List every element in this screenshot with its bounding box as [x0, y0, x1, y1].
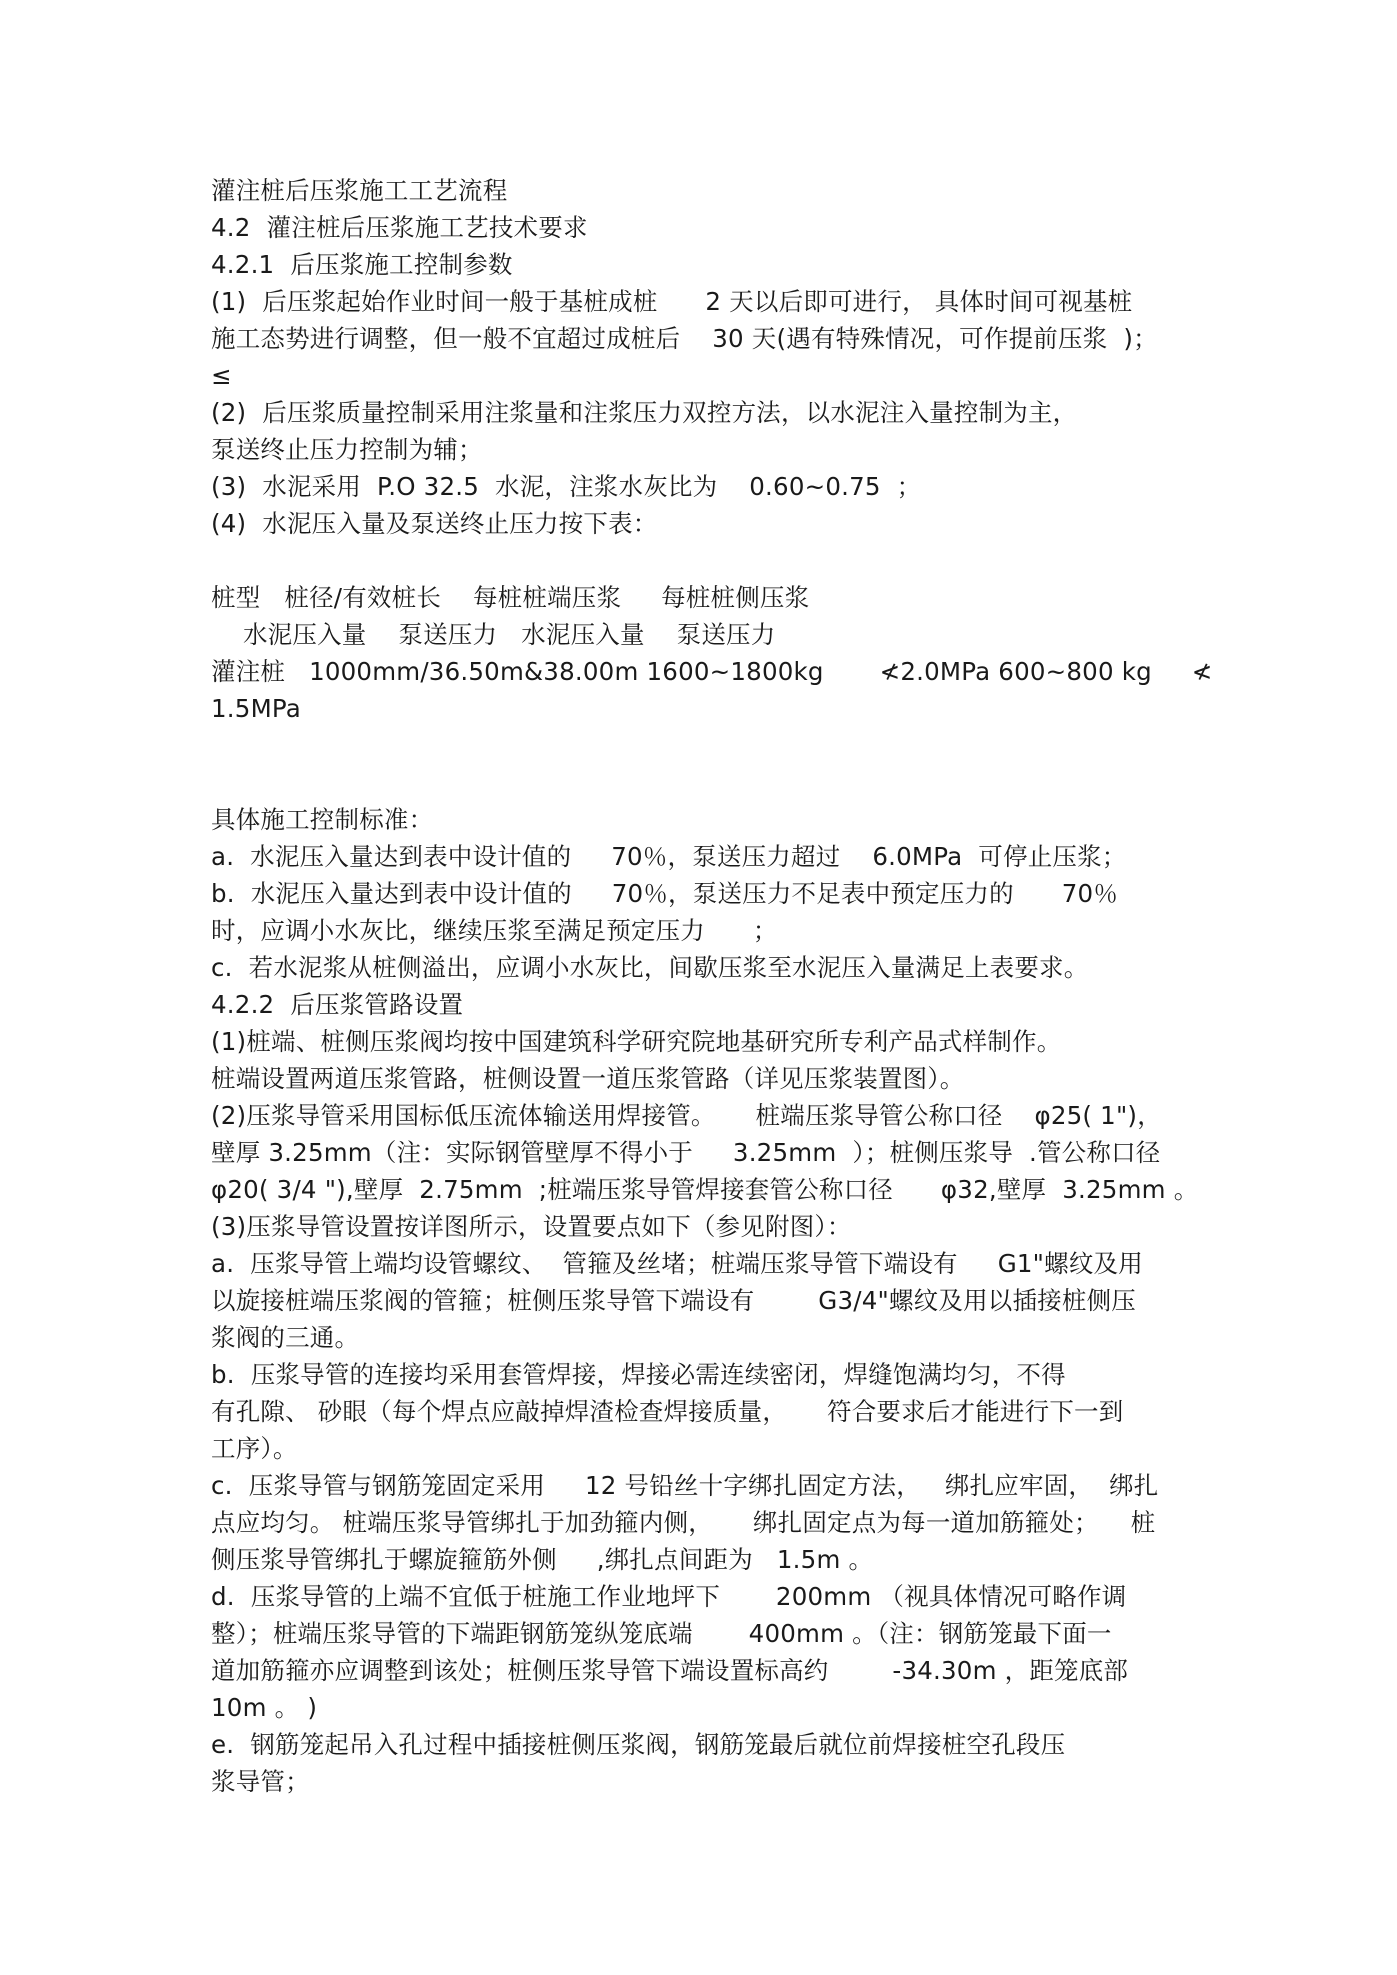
text-line: a. 压浆导管上端均设管螺纹、 管箍及丝堵；桩端压浆导管下端设有 G1"螺纹及用 [211, 1249, 1143, 1278]
text-line: 道加筋箍亦应调整到该处；桩侧压浆导管下端设置标高约 -34.30m ，距笼底部 [211, 1656, 1129, 1685]
text-line: d. 压浆导管的上端不宜低于桩施工作业地坪下 200mm （视具体情况可略作调 [211, 1582, 1127, 1611]
text-line: 壁厚 3.25mm（注：实际钢管壁厚不得小于 3.25mm ）；桩侧压浆导 .管公称口径 [211, 1138, 1161, 1167]
text-line: (4) 水泥压入量及泵送终止压力按下表： [211, 509, 658, 538]
text-line: 4.2 灌注桩后压浆施工艺技术要求 [211, 213, 588, 242]
text-line: c. 若水泥浆从桩侧溢出，应调小水灰比，间歇压浆至水泥压入量满足上表要求。 [211, 953, 1089, 982]
text-line: φ20( 3/4 "),壁厚 2.75mm ;桩端压浆导管焊接套管公称口径 φ32,壁厚 3.25mm 。 [211, 1175, 1199, 1204]
text-line: 工序）。 [211, 1434, 298, 1463]
text-line: 施工态势进行调整，但一般不宜超过成桩后 30 天(遇有特殊情况，可作提前压浆 )； [211, 324, 1158, 353]
text-line: 具体施工控制标准： [211, 805, 434, 834]
text-line: 灌注桩 1000mm/36.50m&38.00m 1600~1800kg ≮2.0MPa 600~800 kg ≮ [211, 657, 1213, 686]
text-line: (2)压浆导管采用国标低压流体输送用焊接管。 桩端压浆导管公称口径 φ25( 1")， [211, 1101, 1162, 1130]
text-line: 4.2.1 后压浆施工控制参数 [211, 250, 513, 279]
text-line: 有孔隙、 砂眼（每个焊点应敲掉焊渣检查焊接质量， 符合要求后才能进行下一到 [211, 1397, 1124, 1426]
text-line: (3) 水泥采用 P.O 32.5 水泥，注浆水灰比为 0.60~0.75 ； [211, 472, 922, 501]
text-line: 桩型 桩径/有效桩长 每桩桩端压浆 每桩桩侧压浆 [211, 583, 810, 612]
text-line: 点应均匀。 桩端压浆导管绑扎于加劲箍内侧， 绑扎固定点为每一道加筋箍处； 桩 [211, 1508, 1156, 1537]
text-line: 侧压浆导管绑扎于螺旋箍筋外侧 ,绑扎点间距为 1.5m 。 [211, 1545, 874, 1574]
text-line: 以旋接桩端压浆阀的管箍；桩侧压浆导管下端设有 G3/4"螺纹及用以插接桩侧压 [211, 1286, 1136, 1315]
text-line: 桩端设置两道压浆管路，桩侧设置一道压浆管路（详见压浆装置图）。 [211, 1064, 965, 1093]
text-line: 灌注桩后压浆施工工艺流程 [211, 176, 508, 205]
text-line: b. 压浆导管的连接均采用套管焊接，焊接必需连续密闭，焊缝饱满均匀，不得 [211, 1360, 1066, 1389]
text-line: 4.2.2 后压浆管路设置 [211, 990, 464, 1019]
text-line: 10m 。 ) [211, 1693, 318, 1722]
paragraph-gap [211, 727, 1211, 801]
text-line: c. 压浆导管与钢筋笼固定采用 12 号铅丝十字绑扎固定方法， 绑扎应牢固， 绑扎 [211, 1471, 1159, 1500]
text-line: (1) 后压浆起始作业时间一般于基桩成桩 2 天以后即可进行， 具体时间可视基桩 [211, 287, 1133, 316]
text-line: e. 钢筋笼起吊入孔过程中插接桩侧压浆阀，钢筋笼最后就位前焊接桩空孔段压 [211, 1730, 1066, 1759]
text-line: 整）；桩端压浆导管的下端距钢筋笼纵笼底端 400mm 。（注：钢筋笼最下面一 [211, 1619, 1112, 1648]
text-line: (2) 后压浆质量控制采用注浆量和注浆压力双控方法，以水泥注入量控制为主， [211, 398, 1078, 427]
text-line: 浆阀的三通。 [211, 1323, 360, 1352]
text-line: 浆导管； [211, 1767, 310, 1796]
text-line: (1)桩端、桩侧压浆阀均按中国建筑科学研究院地基研究所专利产品式样制作。 [211, 1027, 1062, 1056]
text-line: a. 水泥压入量达到表中设计值的 70％，泵送压力超过 6.0MPa 可停止压浆； [211, 842, 1127, 871]
text-line: ≤ [211, 361, 232, 390]
text-line: 泵送终止压力控制为辅； [211, 435, 483, 464]
text-line: b. 水泥压入量达到表中设计值的 70％，泵送压力不足表中预定压力的 70％ [211, 879, 1119, 908]
text-line: 水泥压入量 泵送压力 水泥压入量 泵送压力 [211, 620, 776, 649]
text-line: 时，应调小水灰比，继续压浆至满足预定压力 ； [211, 916, 778, 945]
document-page [211, 172, 1211, 1800]
paragraph-gap [211, 542, 1211, 579]
text-line: (3)压浆导管设置按详图所示，设置要点如下（参见附图）： [211, 1212, 852, 1241]
text-line: 1.5MPa [211, 694, 301, 723]
